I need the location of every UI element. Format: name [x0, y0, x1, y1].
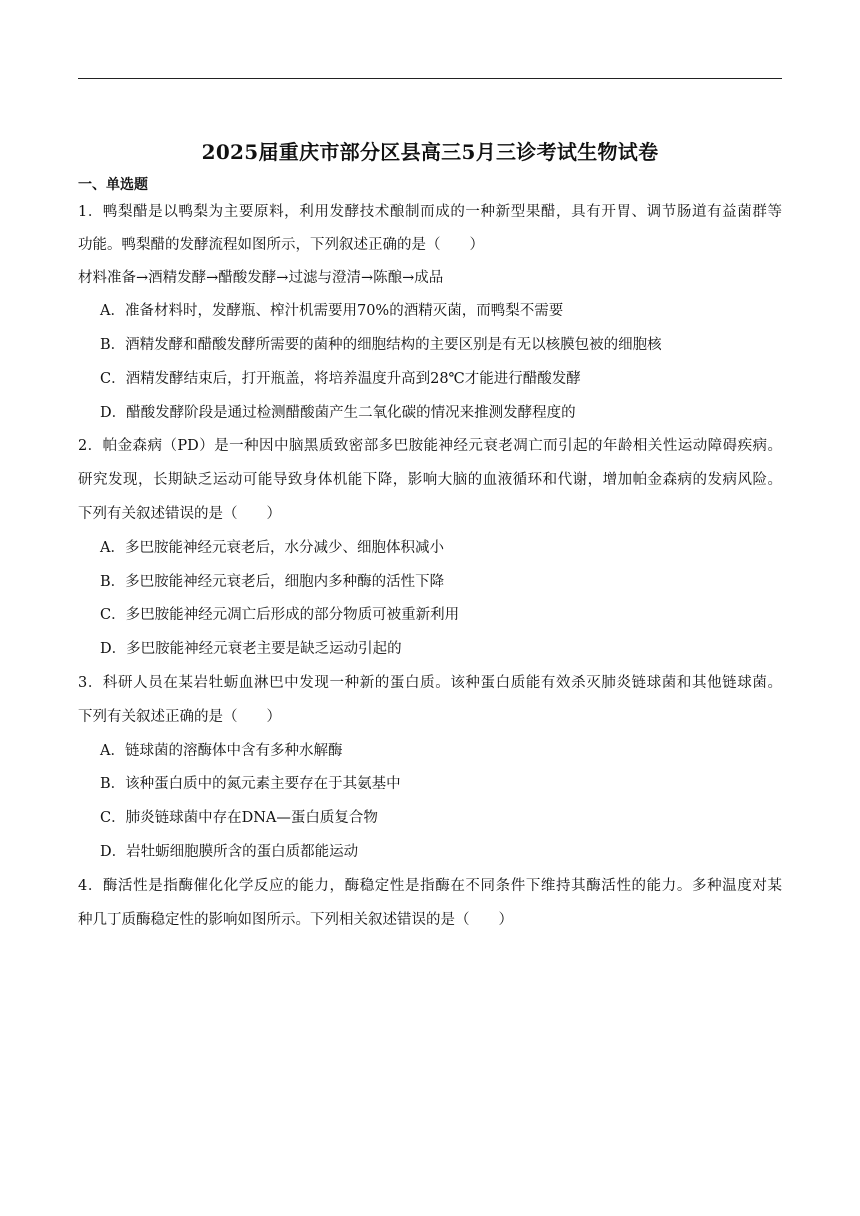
- page-title: 2025届重庆市部分区县高三5月三诊考试生物试卷: [201, 140, 659, 164]
- q1-stem-line-1: 1．鸭梨醋是以鸭梨为主要原料，利用发酵技术酿制而成的一种新型果醋，具有开胃、调节肠道有益菌群等: [78, 204, 782, 220]
- q3-option-a: A．链球菌的溶酶体中含有多种水解酶: [100, 743, 343, 759]
- q2-option-b: B．多巴胺能神经元衰老后，细胞内多种酶的活性下降: [100, 574, 445, 590]
- q1-option-b: B．酒精发酵和醋酸发酵所需要的菌种的细胞结构的主要区别是有无以核膜包被的细胞核: [100, 337, 662, 353]
- q3-stem-line-2: 下列有关叙述正确的是（ ）: [78, 709, 281, 725]
- q3-stem-line-1: 3．科研人员在某岩牡蛎血淋巴中发现一种新的蛋白质。该种蛋白质能有效杀灭肺炎链球菌和其他链球菌。: [78, 675, 782, 691]
- q4-stem-line-2: 种几丁质酶稳定性的影响如图所示。下列相关叙述错误的是（ ）: [78, 912, 513, 928]
- q2-option-a: A．多巴胺能神经元衰老后，水分减少、细胞体积减小: [100, 540, 444, 556]
- q1-option-d: D．醋酸发酵阶段是通过检测醋酸菌产生二氧化碳的情况来推测发酵程度的: [100, 405, 576, 421]
- header-rule: [78, 78, 782, 79]
- q2-option-d: D．多巴胺能神经元衰老主要是缺乏运动引起的: [100, 641, 402, 657]
- q3-option-c: C．肺炎链球菌中存在DNA—蛋白质复合物: [100, 810, 378, 826]
- q2-stem-line-3: 下列有关叙述错误的是（ ）: [78, 506, 281, 522]
- q3-option-b: B．该种蛋白质中的氮元素主要存在于其氨基中: [100, 776, 401, 792]
- q1-stem-line-2: 功能。鸭梨醋的发酵流程如图所示，下列叙述正确的是（ ）: [78, 237, 484, 253]
- q4-stem-line-1: 4．酶活性是指酶催化化学反应的能力，酶稳定性是指酶在不同条件下维持其酶活性的能力。多种温度对某: [78, 878, 782, 894]
- section-heading: 一、单选题: [78, 177, 148, 193]
- q2-option-c: C．多巴胺能神经元凋亡后形成的部分物质可被重新利用: [100, 607, 460, 623]
- q1-option-c: C．酒精发酵结束后，打开瓶盖，将培养温度升高到28℃才能进行醋酸发酵: [100, 371, 581, 387]
- q3-option-d: D．岩牡蛎细胞膜所含的蛋白质都能运动: [100, 844, 359, 860]
- q1-option-a: A．准备材料时，发酵瓶、榨汁机需要用70%的酒精灭菌，而鸭梨不需要: [100, 303, 564, 319]
- q2-stem-line-2: 研究发现，长期缺乏运动可能导致身体机能下降，影响大脑的血液循环和代谢，增加帕金森病的发病风险。: [78, 472, 782, 488]
- q2-stem-line-1: 2．帕金森病（PD）是一种因中脑黑质致密部多巴胺能神经元衰老凋亡而引起的年龄相关性运动障碍疾病。: [78, 438, 782, 454]
- q1-flow-line: 材料准备→酒精发酵→醋酸发酵→过滤与澄清→陈酿→成品: [78, 270, 444, 286]
